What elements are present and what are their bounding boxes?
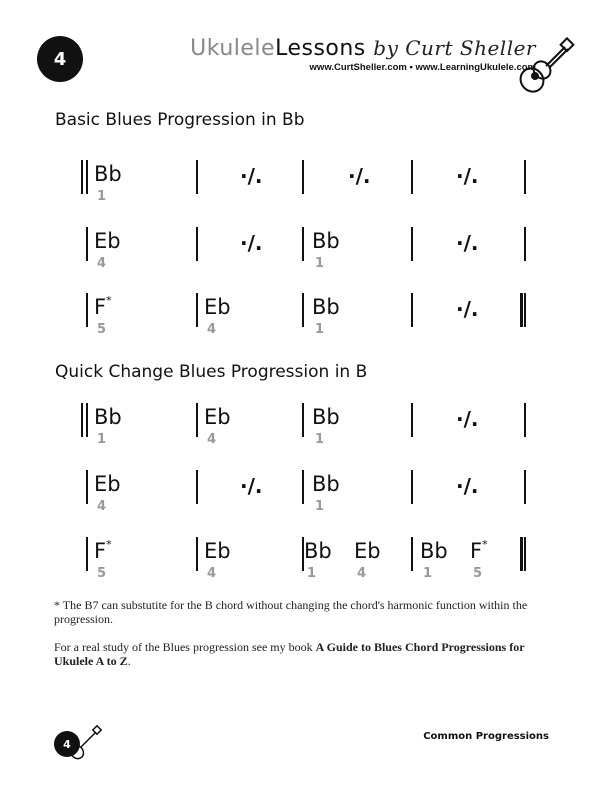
chord-degree: 1 bbox=[423, 566, 433, 581]
chord-degree: 4 bbox=[357, 566, 367, 581]
chord-name: Eb bbox=[204, 539, 231, 563]
bar-line bbox=[86, 537, 88, 571]
bar-line bbox=[196, 403, 198, 437]
bar-line bbox=[411, 470, 413, 504]
bar-line bbox=[86, 470, 88, 504]
chord-degree: 5 bbox=[97, 566, 107, 581]
bar-line bbox=[196, 470, 198, 504]
chord-name: F bbox=[470, 539, 483, 563]
chord-name: Bb bbox=[420, 539, 448, 563]
chord-degree: 1 bbox=[315, 256, 325, 271]
footer-page-number: 4 bbox=[54, 731, 80, 757]
page-number-badge: 4 bbox=[37, 36, 83, 82]
note-end: . bbox=[127, 654, 131, 668]
bar-line bbox=[411, 537, 413, 571]
chord-footnote-mark: * bbox=[106, 294, 112, 307]
repeat-measure-symbol: ·/. bbox=[456, 297, 479, 321]
chord-symbol bbox=[204, 541, 231, 562]
chord-degree: 4 bbox=[207, 566, 217, 581]
bar-line bbox=[524, 537, 526, 571]
bar-line bbox=[86, 403, 88, 437]
note-text: For a real study of the Blues progression see my book bbox=[54, 640, 316, 654]
chord-name: Eb bbox=[204, 405, 231, 429]
chord-symbol bbox=[420, 541, 448, 562]
chord-name: Bb bbox=[304, 539, 332, 563]
brand-author: by Curt Sheller bbox=[373, 36, 536, 60]
section-title-basic-blues: Basic Blues Progression in Bb bbox=[55, 110, 305, 130]
repeat-measure-symbol: ·/. bbox=[240, 231, 263, 255]
chord-name: Eb bbox=[94, 229, 121, 253]
chord-name: F bbox=[94, 539, 107, 563]
chord-symbol bbox=[204, 407, 231, 428]
chord-degree: 1 bbox=[315, 322, 325, 337]
chord-symbol bbox=[94, 538, 112, 563]
brand-lessons: Lessons bbox=[275, 36, 366, 61]
repeat-measure-symbol: ·/. bbox=[456, 407, 479, 431]
bar-line bbox=[524, 470, 526, 504]
chord-name: Bb bbox=[94, 162, 122, 186]
repeat-measure-symbol: ·/. bbox=[456, 231, 479, 255]
bar-line-double bbox=[81, 403, 83, 437]
chord-degree: 1 bbox=[97, 432, 107, 447]
bar-line bbox=[196, 537, 198, 571]
bar-line bbox=[411, 403, 413, 437]
chord-name: Bb bbox=[94, 405, 122, 429]
chord-footnote-mark: * bbox=[106, 538, 112, 551]
repeat-measure-symbol: ·/. bbox=[456, 474, 479, 498]
book-note bbox=[54, 640, 564, 668]
footnote: * The B7 can substutite for the B chord without changing the chord's harmonic function within the progression. bbox=[54, 598, 528, 626]
chord-degree: 4 bbox=[207, 432, 217, 447]
repeat-measure-symbol: ·/. bbox=[456, 164, 479, 188]
chord-name: F bbox=[94, 295, 107, 319]
bar-line bbox=[302, 470, 304, 504]
bar-line bbox=[302, 403, 304, 437]
chord-name: Bb bbox=[312, 229, 340, 253]
brand-urls: www.CurtSheller.com • www.LearningUkulele.com bbox=[309, 62, 536, 73]
repeat-measure-symbol: ·/. bbox=[240, 164, 263, 188]
chord-name: Bb bbox=[312, 472, 340, 496]
chord-degree: 1 bbox=[315, 432, 325, 447]
chord-degree: 4 bbox=[207, 322, 217, 337]
chord-symbol bbox=[354, 541, 381, 562]
chord-symbol bbox=[312, 407, 340, 428]
chord-symbol bbox=[312, 474, 340, 495]
repeat-measure-symbol: ·/. bbox=[348, 164, 371, 188]
chord-degree: 1 bbox=[315, 499, 325, 514]
chord-name: Eb bbox=[204, 295, 231, 319]
repeat-measure-symbol: ·/. bbox=[240, 474, 263, 498]
chord-degree: 5 bbox=[97, 322, 107, 337]
chord-name: Bb bbox=[312, 295, 340, 319]
footer-title: Common Progressions bbox=[423, 731, 549, 742]
chord-degree: 5 bbox=[473, 566, 483, 581]
chord-name: Eb bbox=[94, 472, 121, 496]
bar-line bbox=[524, 403, 526, 437]
section-title-quick-change: Quick Change Blues Progression in B bbox=[55, 362, 368, 382]
chord-symbol bbox=[304, 541, 332, 562]
chord-symbol bbox=[470, 538, 488, 563]
chord-name: Eb bbox=[354, 539, 381, 563]
chord-symbol bbox=[94, 407, 122, 428]
chord-name: Bb bbox=[312, 405, 340, 429]
chord-degree: 1 bbox=[307, 566, 317, 581]
final-bar-line bbox=[520, 537, 523, 571]
chord-degree: 4 bbox=[97, 499, 107, 514]
footer-ukulele-icon bbox=[60, 724, 104, 764]
chord-symbol bbox=[94, 474, 121, 495]
chord-degree: 1 bbox=[97, 189, 107, 204]
chord-footnote-mark: * bbox=[482, 538, 488, 551]
brand-ukulele: Ukulele bbox=[190, 36, 276, 61]
book-title: A Guide to Blues Chord Progressions for Ukulele A to Z bbox=[54, 640, 525, 668]
chord-degree: 4 bbox=[97, 256, 107, 271]
